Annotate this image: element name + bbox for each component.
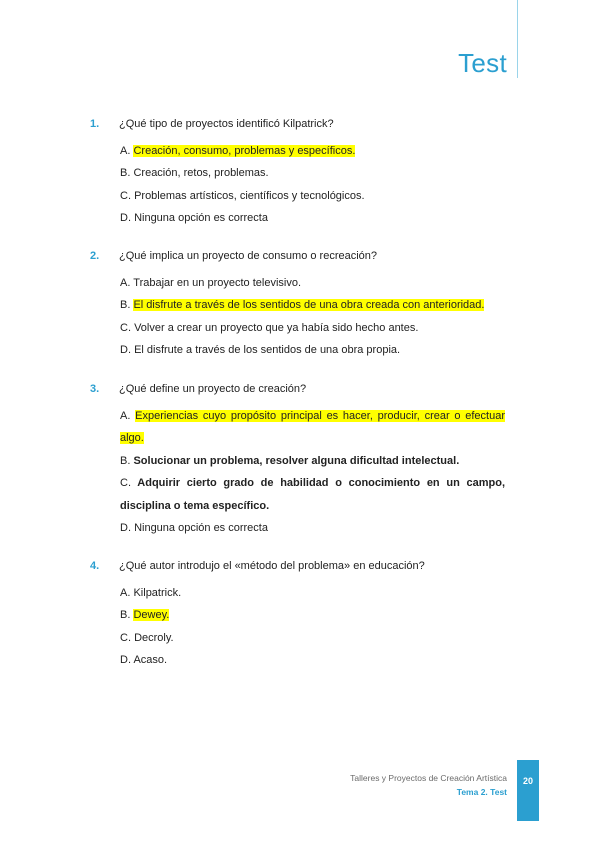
page-footer	[350, 771, 507, 799]
header-rule	[517, 0, 518, 78]
footer-course-title: Talleres y Proyectos de Creación Artística	[350, 773, 507, 783]
option-a: A. Trabajar en un proyecto televisivo.	[120, 277, 301, 289]
option-c: C. Decroly.	[120, 631, 174, 644]
option-d: D. Ninguna opción es correcta	[120, 212, 268, 225]
option-b: B. Solucionar un problema, resolver alguna dificultad intelectual.	[120, 454, 460, 467]
option-b: B. Dewey.	[120, 609, 170, 622]
footer-topic: Tema 2. Test	[456, 787, 507, 797]
option-a: A. Creación, consumo, problemas y específicos.	[120, 145, 356, 157]
question-3	[90, 382, 510, 539]
question-text: ¿Qué define un proyecto de creación?	[119, 383, 307, 395]
option-d: D. El disfrute a través de los sentidos de una obra propia.	[120, 344, 401, 357]
option-d: D. Ninguna opción es correcta	[120, 522, 268, 535]
question-number: 1.	[90, 118, 100, 130]
option-b: B. Creación, retos, problemas.	[120, 167, 269, 180]
question-2	[90, 249, 510, 362]
highlighted-answer: Experiencias cuyo propósito principal es hacer, producir, crear o efectuar algo.	[120, 410, 505, 445]
page-number: 20	[517, 760, 539, 821]
question-4	[90, 559, 510, 672]
option-c: C. Problemas artísticos, científicos y tecnológicos.	[120, 189, 365, 202]
question-number: 2.	[90, 250, 100, 262]
question-1	[90, 117, 510, 230]
option-a: A. Kilpatrick.	[120, 587, 182, 599]
option-c: C. Adquirir cierto grado de habilidad o conocimiento en un campo, disciplina o tema específico.	[120, 477, 505, 512]
option-c: C. Volver a crear un proyecto que ya había sido hecho antes.	[120, 321, 419, 334]
question-number: 4.	[90, 560, 100, 572]
highlighted-answer: Dewey.	[133, 609, 170, 622]
highlighted-answer: El disfrute a través de los sentidos de una obra creada con anterioridad.	[133, 299, 485, 312]
option-d: D. Acaso.	[120, 654, 168, 667]
question-number: 3.	[90, 383, 100, 395]
option-b: B. El disfrute a través de los sentidos de una obra creada con anterioridad.	[120, 299, 485, 312]
option-a: A. Experiencias cuyo propósito principal es hacer, producir, crear o efectuar algo.	[120, 410, 505, 445]
highlighted-answer: Creación, consumo, problemas y específicos.	[133, 145, 356, 157]
question-text: ¿Qué tipo de proyectos identificó Kilpatrick?	[119, 118, 334, 130]
page-title: Test	[458, 48, 507, 78]
question-text: ¿Qué implica un proyecto de consumo o recreación?	[119, 250, 378, 262]
question-text: ¿Qué autor introdujo el «método del problema» en educación?	[119, 560, 425, 572]
